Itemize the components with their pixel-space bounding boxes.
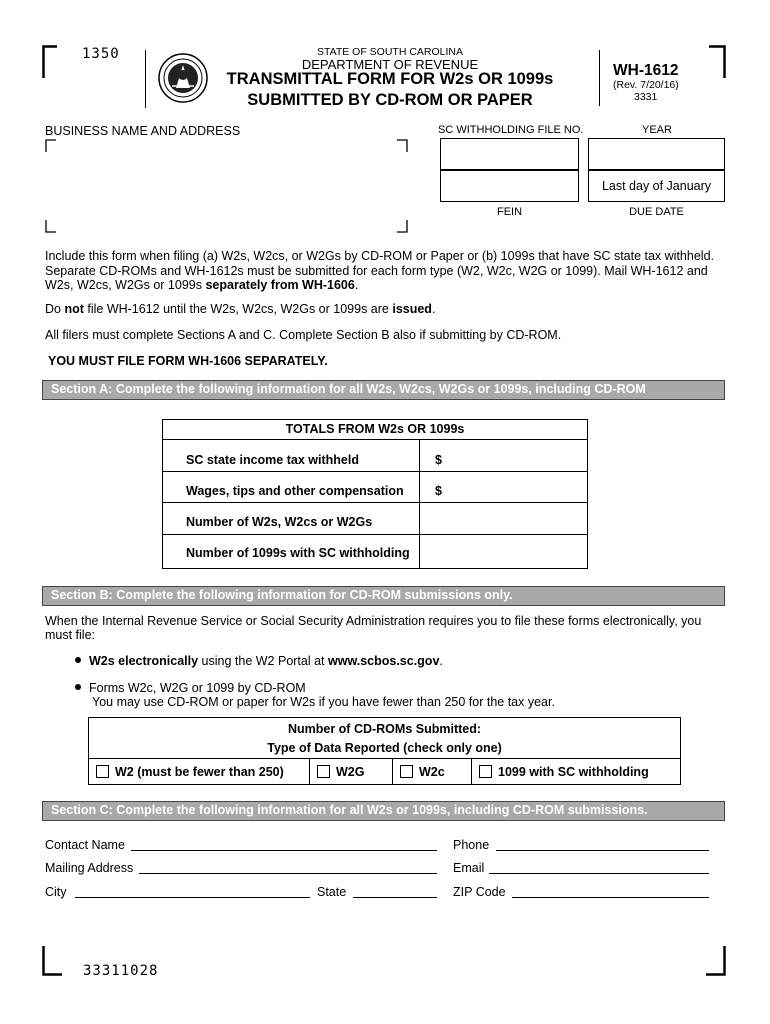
option-divider <box>392 758 393 784</box>
mailing-address-label: Mailing Address <box>45 861 134 875</box>
address-mark-br <box>396 220 408 234</box>
corner-mark-bottom-left <box>42 946 62 976</box>
section-b-intro: When the Internal Revenue Service or Social Security Administration requires you to file these forms electronically, you must file: <box>45 614 702 642</box>
bullet-icon <box>75 657 81 663</box>
due-date-box <box>588 170 725 202</box>
form-title-line1: TRANSMITTAL FORM FOR W2s OR 1099s <box>226 70 554 88</box>
option-divider <box>471 758 472 784</box>
corner-mark-top-left <box>42 45 58 79</box>
data-type-label: Type of Data Reported (check only one) <box>267 741 502 755</box>
option-w2[interactable]: W2 (must be fewer than 250) <box>96 765 284 779</box>
form-sub-number: 3331 <box>634 91 658 103</box>
totals-row-divider <box>163 502 587 503</box>
corner-mark-top-right <box>708 45 726 79</box>
zip-field[interactable] <box>512 897 709 898</box>
email-field[interactable] <box>489 873 709 874</box>
address-mark-bl <box>45 220 57 234</box>
city-label: City <box>45 885 67 899</box>
cd-count-label: Number of CD-ROMs Submitted: <box>287 722 482 736</box>
cd-rom-table-divider <box>89 758 680 759</box>
address-mark-tr <box>396 139 408 153</box>
checkbox-w2g[interactable] <box>317 765 330 778</box>
option-w2g[interactable]: W2G <box>317 765 364 779</box>
form-revision: (Rev. 7/20/16) <box>613 79 679 91</box>
totals-table-column-divider <box>419 439 420 568</box>
header-department: DEPARTMENT OF REVENUE <box>301 57 479 72</box>
form-code-bottom: 33311028 <box>83 963 159 979</box>
state-seal-icon <box>158 53 208 103</box>
form-number: WH-1612 <box>613 62 679 79</box>
totals-row-label: Number of W2s, W2cs or W2Gs <box>186 515 373 529</box>
mailing-address-field[interactable] <box>139 873 437 874</box>
state-field[interactable] <box>353 897 437 898</box>
section-b-bar: Section B: Complete the following information for CD-ROM submissions only. <box>42 586 725 606</box>
year-field[interactable] <box>588 138 725 170</box>
option-divider <box>309 758 310 784</box>
bullet-icon <box>75 684 81 690</box>
totals-row-value[interactable]: $ <box>435 453 442 467</box>
due-date-value: Last day of January <box>601 179 712 193</box>
fein-field[interactable] <box>440 170 579 202</box>
portal-link[interactable]: www.scbos.sc.gov <box>328 654 440 668</box>
intro-paragraph-3: All filers must complete Sections A and C. Complete Section B also if submitting by CD-ROM. <box>45 328 562 342</box>
section-c-bar: Section C: Complete the following information for all W2s or 1099s, including CD-ROM submissions. <box>42 801 725 821</box>
option-1099[interactable]: 1099 with SC withholding <box>479 765 649 779</box>
business-address-field[interactable] <box>58 142 394 222</box>
corner-mark-bottom-right <box>706 946 726 976</box>
totals-row-value[interactable] <box>421 537 587 565</box>
header-state: STATE OF SOUTH CAROLINA <box>316 46 464 58</box>
totals-table-title: TOTALS FROM W2s OR 1099s <box>285 422 465 436</box>
totals-row-divider <box>163 471 587 472</box>
intro-paragraph-1: Include this form when filing (a) W2s, W2cs, or W2Gs by CD-ROM or Paper or (b) 1099s that have SC state tax withheld. Separate CD-ROMs and WH-1612s must be submitted for each form type (W2, W2c, W2G or 1099). Mail WH-1612 and W2s, W2cs, W2Gs or 1099s separately from WH-1606. <box>45 249 714 292</box>
totals-row-value[interactable]: $ <box>435 484 442 498</box>
bullet-item: Forms W2c, W2G or 1099 by CD-ROM You may use CD-ROM or paper for W2s if you have fewer than 250 for the tax year. <box>75 681 555 709</box>
totals-table <box>162 419 588 569</box>
year-label: YEAR <box>642 124 672 136</box>
intro-paragraph-4: YOU MUST FILE FORM WH-1606 SEPARATELY. <box>48 354 328 368</box>
fein-label: FEIN <box>496 206 523 218</box>
city-field[interactable] <box>75 897 310 898</box>
email-label: Email <box>453 861 485 875</box>
form-title-line2: SUBMITTED BY CD-ROM OR PAPER <box>247 91 533 109</box>
contact-name-label: Contact Name <box>45 838 125 852</box>
intro-paragraph-2: Do not file WH-1612 until the W2s, W2cs, W2Gs or 1099s are issued. <box>45 302 436 316</box>
cd-rom-table <box>88 717 681 785</box>
header-divider-right <box>599 50 600 106</box>
sc-withholding-field[interactable] <box>440 138 579 170</box>
totals-row-label: SC state income tax withheld <box>186 453 359 467</box>
address-mark-tl <box>45 139 57 153</box>
totals-row-label: Number of 1099s with SC withholding <box>186 546 410 560</box>
header-divider-left <box>145 50 146 108</box>
state-label: State <box>317 885 347 899</box>
zip-label: ZIP Code <box>453 885 506 899</box>
checkbox-1099[interactable] <box>479 765 492 778</box>
phone-label: Phone <box>453 838 490 852</box>
due-date-label: DUE DATE <box>629 206 684 218</box>
option-w2c[interactable]: W2c <box>400 765 445 779</box>
checkbox-w2c[interactable] <box>400 765 413 778</box>
bullet-item: W2s electronically using the W2 Portal at www.scbos.sc.gov. <box>75 654 443 668</box>
contact-name-field[interactable] <box>131 850 437 851</box>
totals-row-value[interactable] <box>421 505 587 533</box>
totals-row-divider <box>163 534 587 535</box>
business-name-label: BUSINESS NAME AND ADDRESS <box>45 124 241 138</box>
sc-withholding-label: SC WITHHOLDING FILE NO. <box>438 124 584 136</box>
totals-row-label: Wages, tips and other compensation <box>186 484 404 498</box>
form-code-top: 1350 <box>82 46 120 62</box>
phone-field[interactable] <box>496 850 709 851</box>
section-a-bar: Section A: Complete the following information for all W2s, W2cs, W2Gs or 1099s, including CD-ROM <box>42 380 725 400</box>
checkbox-w2[interactable] <box>96 765 109 778</box>
totals-table-title-divider <box>163 439 587 440</box>
